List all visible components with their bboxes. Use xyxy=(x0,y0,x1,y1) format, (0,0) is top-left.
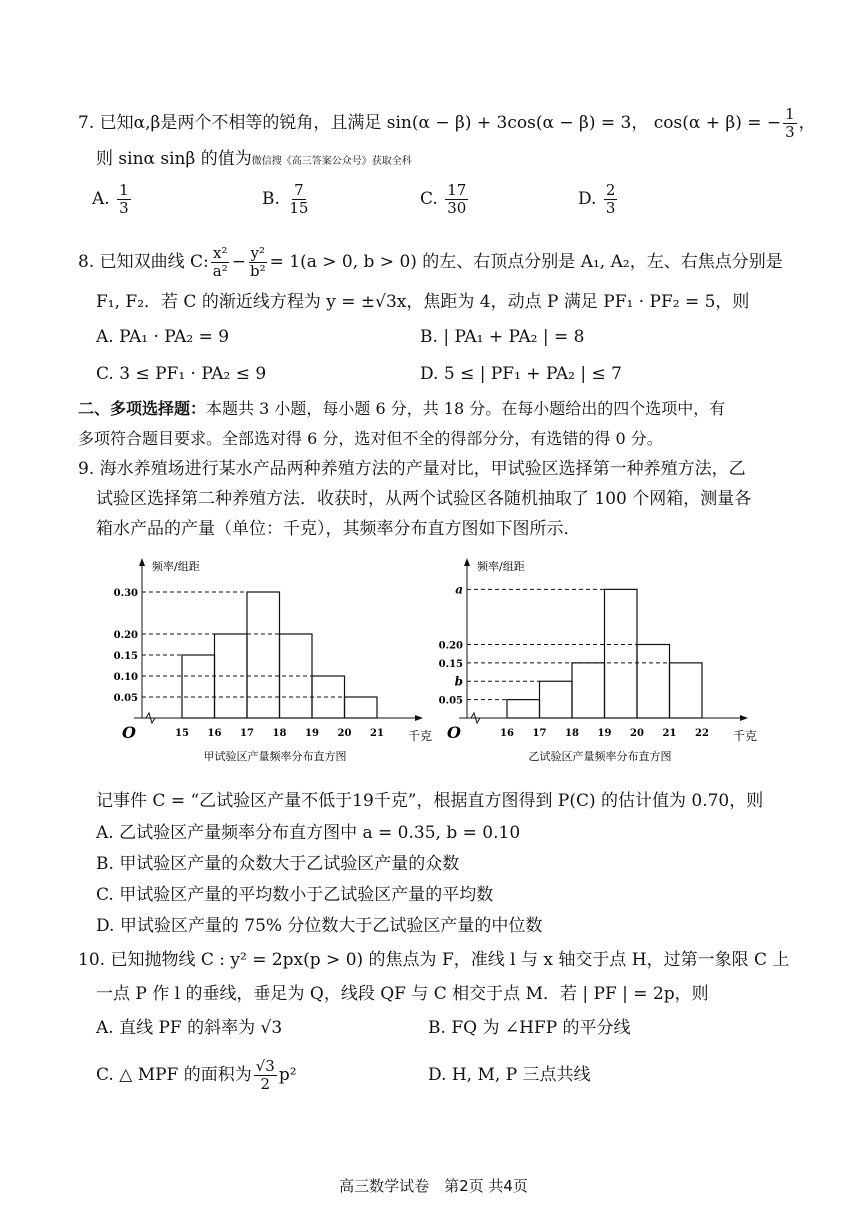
x-tick-label: 15 xyxy=(175,728,189,739)
section2-title: 二、多项选择题： xyxy=(78,399,207,418)
section2-line1: 二、多项选择题：本题共 3 小题，每小题 6 分，共 18 分。在每小题给出的四个选项中，有 xyxy=(78,399,726,418)
q8-line1: 8. 已知双曲线 C: $\frac{\text{x²}}{\text{a²}}$ − $\frac{\text{y²}}{\text{b²}}$ = 1(a > 0, b > 0) 的左、右顶点分别是 A₁, A₂，左、右焦点分别是 xyxy=(78,244,783,280)
q7-option-a: A. $\frac{1}{3}$ xyxy=(92,181,129,217)
q9-option-a: A. 乙试验区产量频率分布直方图中 a = 0.35, b = 0.10 xyxy=(96,823,521,843)
q8-option-d: D. 5 ≤ | PF₁ + PA₂ | ≤ 7 xyxy=(420,364,622,384)
y-tick-label: a xyxy=(455,582,463,597)
y-axis-label: 频率/组距 xyxy=(477,560,525,573)
x-tick-label: 18 xyxy=(272,728,287,739)
histogram-bar xyxy=(637,645,670,719)
histogram-yi xyxy=(435,556,765,771)
x-tick-label: 16 xyxy=(207,728,222,739)
x-tick-label: 16 xyxy=(500,728,514,739)
y-tick-label: 0.10 xyxy=(113,672,138,683)
x-tick-label: 17 xyxy=(532,728,547,739)
q9-option-b: B. 甲试验区产量的众数大于乙试验区产量的众数 xyxy=(96,854,460,874)
q7-stem: 7. 已知α,β是两个不相等的锐角，且满足 sin(α − β) + 3cos(α − β) = 3， cos(α + β) = − xyxy=(78,113,782,133)
x-axis-arrow xyxy=(740,715,748,721)
y-tick-label: 0.30 xyxy=(113,588,138,599)
origin-label: O xyxy=(122,723,136,742)
y-axis-label: 频率/组距 xyxy=(152,560,200,573)
y-tick-label: 0.05 xyxy=(113,693,138,704)
q7-line2 xyxy=(96,148,412,173)
section2-line2: 多项符合题目要求。全部选对得 6 分，选对但不全的得部分分，有选错的得 0 分。 xyxy=(78,429,663,448)
x-tick-label: 20 xyxy=(630,728,644,739)
q9-line2: 试验区选择第二种养殖方法．收获时，从两个试验区各随机抽取了 100 个网箱，测量各 xyxy=(96,489,752,509)
x-tick-label: 20 xyxy=(337,728,352,739)
q7-line1: 7. 已知α,β是两个不相等的锐角，且满足 sin(α − β) + 3cos(α − β) = 3， cos(α + β) = − $\frac{1}{3}$ ， xyxy=(78,105,816,141)
x-tick-label: 19 xyxy=(305,728,319,739)
page-footer: 高三数学试卷 第2页 共4页 xyxy=(339,1177,528,1195)
x-tick-label: 21 xyxy=(370,728,384,739)
x-tick-label: 17 xyxy=(240,728,254,739)
q9-line4: 记事件 C = “乙试验区产量不低于19千克”，根据直方图得到 P(C) 的估计值为 0.70，则 xyxy=(96,791,764,811)
q8-option-b: B. | PA₁ + PA₂ | = 8 xyxy=(420,327,585,347)
x-tick-label: 19 xyxy=(597,728,612,739)
q8-option-a: A. PA₁ · PA₂ = 9 xyxy=(96,327,230,347)
chart-title: 甲试验区产量频率分布直方图 xyxy=(203,750,347,763)
histogram-bar xyxy=(247,592,280,718)
histogram-bar xyxy=(507,700,540,718)
y-tick-label: 0.05 xyxy=(438,695,463,707)
y-tick-label: 0.20 xyxy=(113,630,138,641)
x-axis-label: 千克 xyxy=(408,729,433,743)
histogram-bar xyxy=(540,681,573,718)
origin-label: O xyxy=(447,723,461,742)
y-tick-label: b xyxy=(454,674,463,689)
q9-line3: 箱水产品的产量（单位：千克），其频率分布直方图如下图所示． xyxy=(96,519,581,539)
q10-option-d: D. H, M, P 三点共线 xyxy=(428,1065,591,1085)
watermark-text: 微信搜《高三答案公众号》获取全科 xyxy=(251,156,412,167)
q10-option-c: C. △ MPF 的面积为 $\frac{√3}{2}$ p² xyxy=(96,1057,297,1093)
q7-stem2: 则 sinα sinβ 的值为 xyxy=(96,149,252,169)
y-tick-label: 0.15 xyxy=(113,651,138,662)
q10-option-a: A. 直线 PF 的斜率为 √3 xyxy=(96,1018,283,1038)
q10-line1: 10. 已知抛物线 C : y² = 2px(p > 0) 的焦点为 F，准线 l 与 x 轴交于点 H，过第一象限 C 上 xyxy=(78,950,790,970)
y-tick-label: 0.15 xyxy=(438,658,463,670)
x-tick-label: 21 xyxy=(662,728,677,739)
x-tick-label: 22 xyxy=(695,728,709,739)
histogram-jia xyxy=(110,556,440,771)
q7-fraction: $\frac{1}{3}$ xyxy=(785,105,795,141)
x-axis-label: 千克 xyxy=(733,729,758,743)
histogram-bar xyxy=(572,663,605,718)
chart-title: 乙试验区产量频率分布直方图 xyxy=(528,750,672,763)
histogram-bar xyxy=(345,697,378,718)
q9-option-d: D. 甲试验区产量的 75% 分位数大于乙试验区产量的中位数 xyxy=(96,916,543,936)
q9-line1: 9. 海水养殖场进行某水产品两种养殖方法的产量对比，甲试验区选择第一种养殖方法，乙 xyxy=(78,459,746,479)
q7-option-d: D. $\frac{2}{3}$ xyxy=(578,181,616,217)
histogram-bar xyxy=(670,663,703,718)
x-axis-arrow xyxy=(415,715,423,721)
q8-option-c: C. 3 ≤ PF₁ · PA₂ ≤ 9 xyxy=(96,364,267,384)
q9-option-c: C. 甲试验区产量的平均数小于乙试验区产量的平均数 xyxy=(96,885,494,905)
histogram-bar xyxy=(182,655,215,718)
x-tick-label: 18 xyxy=(565,728,579,739)
y-tick-label: 0.20 xyxy=(438,640,463,652)
q8-line2: F₁, F₂．若 C 的渐近线方程为 y = ±√3x，焦距为 4，动点 P 满足 PF₁ · PF₂ = 5，则 xyxy=(96,292,750,312)
q10-line2: 一点 P 作 l 的垂线，垂足为 Q，线段 QF 与 C 相交于点 M．若 | PF | = 2p，则 xyxy=(96,984,709,1004)
q7-option-c: C. $\frac{17}{30}$ xyxy=(420,181,467,217)
histogram-bar xyxy=(605,589,638,718)
y-axis-arrow xyxy=(139,558,145,566)
y-axis-arrow xyxy=(464,558,470,566)
q10-option-b: B. FQ 为 ∠HFP 的平分线 xyxy=(428,1018,631,1038)
q7-option-b: B. $\frac{7}{15}$ xyxy=(262,181,309,217)
